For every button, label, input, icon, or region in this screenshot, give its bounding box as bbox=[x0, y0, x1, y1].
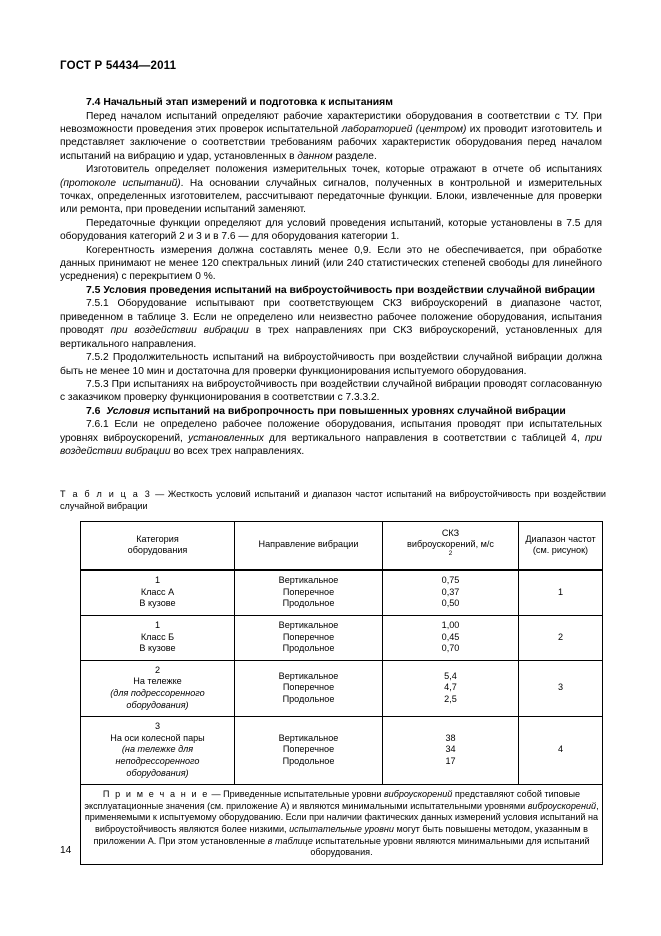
rms-value: 0,50 bbox=[441, 598, 460, 609]
running-head: ГОСТ Р 54434—2011 bbox=[60, 60, 177, 72]
table-3 bbox=[80, 521, 603, 865]
th-rms-line-1: СКЗ bbox=[441, 528, 460, 538]
para-7-6-1: 7.6.1 Если не определено рабочее положение оборудования, испытания проводят при испытательных уровнях виброускорений, установленных для вертикального направления в соответствии с таблицей 4, при воздействии вибрации во всех трех направлениях. bbox=[60, 419, 602, 458]
category-line: (для подрессоренного bbox=[110, 687, 205, 698]
th-rms-superscript: 2 bbox=[448, 549, 453, 557]
table-body bbox=[81, 570, 603, 864]
category-line: На оси колесной пары bbox=[110, 732, 205, 743]
body-content bbox=[60, 96, 602, 459]
rms-value: 38 bbox=[445, 732, 456, 743]
para-7-4-3: Передаточные функции определяют для условий проведения испытаний, которые установлены в 7.5 для оборудования категорий 2 и 3 и в 7.6 — для оборудования категории 1. bbox=[60, 217, 602, 243]
para-7-4-1: Перед началом испытаний определяют рабочие характеристики оборудования в соответствии с ТУ. При невозможности проведения этих проверок испытательной лабораторией (центром) их проводит изготовитель и представляет заключение о соответствии требованиям рабочих характеристик оборудования перед началом испытаний на вибрацию и удар, установленных в данном разделе. bbox=[60, 110, 602, 162]
heading-7-6: 7.6 Условия испытаний на вибропрочность при повышенных уровнях случайной вибрации bbox=[86, 405, 566, 417]
rms-value: 34 bbox=[445, 744, 456, 755]
category-line: оборудования) bbox=[126, 699, 189, 710]
table-note-row bbox=[81, 785, 603, 865]
heading-7-5-text: 7.5 Условия проведения испытаний на виброустойчивость при воздействии случайной вибрации bbox=[86, 284, 596, 296]
cell-direction bbox=[235, 717, 383, 785]
cell-rms bbox=[383, 570, 519, 615]
direction-line: Поперечное bbox=[282, 586, 335, 597]
category-line: В кузове bbox=[139, 643, 176, 654]
rms-value: 0,45 bbox=[441, 631, 460, 642]
rms-value: 5,4 bbox=[444, 670, 457, 681]
direction-line: Продольное bbox=[282, 643, 335, 654]
rms-value: 0,75 bbox=[441, 575, 460, 586]
cell-freq-range: 4 bbox=[519, 717, 603, 785]
rms-value: 17 bbox=[445, 755, 456, 766]
th-rms bbox=[383, 522, 519, 571]
category-line: 1 bbox=[154, 620, 161, 630]
category-line: 2 bbox=[154, 664, 161, 675]
category-line: оборудования) bbox=[126, 767, 189, 778]
category-line: На тележке bbox=[133, 676, 182, 687]
cell-category bbox=[81, 660, 235, 716]
category-line: неподрессоренного bbox=[115, 755, 200, 766]
category-line: 1 bbox=[154, 575, 161, 586]
rms-value: 0,37 bbox=[441, 586, 460, 597]
table-row bbox=[81, 717, 603, 785]
cell-direction bbox=[235, 570, 383, 615]
direction-line: Поперечное bbox=[282, 682, 335, 693]
category-line: (на тележке для bbox=[121, 744, 194, 755]
para-7-4-2: Изготовитель определяет положения измерительных точек, которые отражают в отчете об испытаниях (протоколе испытаний). На основании случайных сигналов, полученных в контрольной и измерительных точках, определенных изготовителем, рассчитывают передаточные функции. Блоки, извлеченные для проверки или ремонта, при проведении испытаний заменяют. bbox=[60, 164, 602, 216]
th-category-line-1: Категория bbox=[136, 533, 179, 544]
para-7-5-3: 7.5.3 При испытаниях на виброустойчивость при воздействии случайной вибрации проводят согласованную с заказчиком проверку функционирования в соответствии с 7.3.3.2. bbox=[60, 378, 602, 404]
cell-freq-range: 3 bbox=[519, 660, 603, 716]
direction-line: Вертикальное bbox=[278, 575, 339, 586]
para-7-4-4: Когерентность измерения должна составлять менее 0,9. Если это не обеспечивается, при обработке данных принимают не менее 120 спектральных линий (или 240 статистических степеней свободы для линейного усреднения) с перекрытием 0 %. bbox=[60, 244, 602, 283]
cell-direction bbox=[235, 660, 383, 716]
category-line: Класс Б bbox=[140, 631, 175, 642]
th-direction bbox=[235, 522, 383, 571]
para-7-5-1: 7.5.1 Оборудование испытывают при соответствующем СКЗ виброускорений в диапазоне частот, приведенном в таблице 3. Если не определено или неизвестно рабочее положение оборудования, испытания проводят при воздействии вибрации в трех направлениях при СКЗ виброускорений, установленных для вертикального направления. bbox=[60, 298, 602, 350]
table-caption bbox=[60, 489, 606, 512]
rms-value: 2,5 bbox=[444, 693, 457, 704]
cell-rms bbox=[383, 616, 519, 661]
rms-value: 1,00 bbox=[441, 620, 460, 630]
cell-direction bbox=[235, 616, 383, 661]
category-line: 3 bbox=[154, 721, 161, 732]
heading-7-4-text: 7.4 Начальный этап измерений и подготовка к испытаниям bbox=[86, 97, 393, 108]
th-direction-line-1: Направление вибрации bbox=[258, 539, 359, 550]
direction-line: Продольное bbox=[282, 598, 335, 609]
rms-value: 0,70 bbox=[441, 643, 460, 654]
direction-line: Продольное bbox=[282, 693, 335, 704]
cell-freq-range: 2 bbox=[519, 616, 603, 661]
direction-line: Вертикальное bbox=[278, 670, 339, 681]
direction-line: Поперечное bbox=[282, 744, 335, 755]
table-3-wrapper bbox=[80, 521, 602, 865]
direction-line: Продольное bbox=[282, 755, 335, 766]
cell-rms bbox=[383, 717, 519, 785]
table-row bbox=[81, 570, 603, 615]
heading-7-5 bbox=[60, 284, 602, 298]
table-caption-label: Т а б л и ц а 3 bbox=[60, 489, 152, 499]
table-row bbox=[81, 616, 603, 661]
th-category-line-2: оборудования bbox=[127, 545, 188, 556]
direction-line: Вертикальное bbox=[278, 732, 339, 743]
cell-category bbox=[81, 616, 235, 661]
cell-category bbox=[81, 570, 235, 615]
para-7-5-2: 7.5.2 Продолжительность испытаний на виброустойчивость при воздействии случайной вибрации должна быть не менее 10 мин и достаточна для проверки функционирования испытуемого оборудования. bbox=[60, 352, 602, 377]
table-note-text: — Приведенные испытательные уровни виброускорений представляют собой типовые эксплуатационные значения (см. приложение А) и являются минимальными испытательными уровнями виброускорений, применяемыми к испытуемому оборудованию. Если при наличии фактических данных измерений условия испытаний на виброустойчивость являются более низкими, испытательные уровни могут быть повышены методом, указанным в приложении А. При этом установленные в таблице испытательные уровни являются минимальными для испытаний оборудования. bbox=[84, 789, 599, 858]
direction-line: Вертикальное bbox=[278, 620, 339, 630]
rms-value: 4,7 bbox=[444, 682, 457, 693]
th-rms-line-2-text: виброускорений, м/с bbox=[407, 539, 494, 550]
category-line: Класс А bbox=[140, 586, 175, 597]
table-row bbox=[81, 660, 603, 716]
th-freq-line-1: Диапазон частот bbox=[525, 533, 596, 544]
table-note bbox=[81, 785, 603, 865]
cell-rms bbox=[383, 660, 519, 716]
th-freq-range bbox=[519, 522, 603, 571]
direction-line: Поперечное bbox=[282, 631, 335, 642]
page-number: 14 bbox=[60, 845, 72, 856]
heading-7-4 bbox=[60, 96, 602, 110]
table-caption-text: — Жесткость условий испытаний и диапазон частот испытаний на виброустойчивость при воздействии случайной вибрации bbox=[60, 489, 607, 511]
th-freq-line-2: (см. рисунок) bbox=[532, 545, 589, 556]
th-category bbox=[81, 522, 235, 571]
cell-freq-range: 1 bbox=[519, 570, 603, 615]
table-note-label: П р и м е ч а н и е bbox=[102, 789, 209, 800]
cell-category bbox=[81, 717, 235, 785]
table-header-row bbox=[81, 522, 603, 571]
category-line: В кузове bbox=[139, 598, 176, 609]
th-rms-line-2 bbox=[385, 539, 516, 562]
